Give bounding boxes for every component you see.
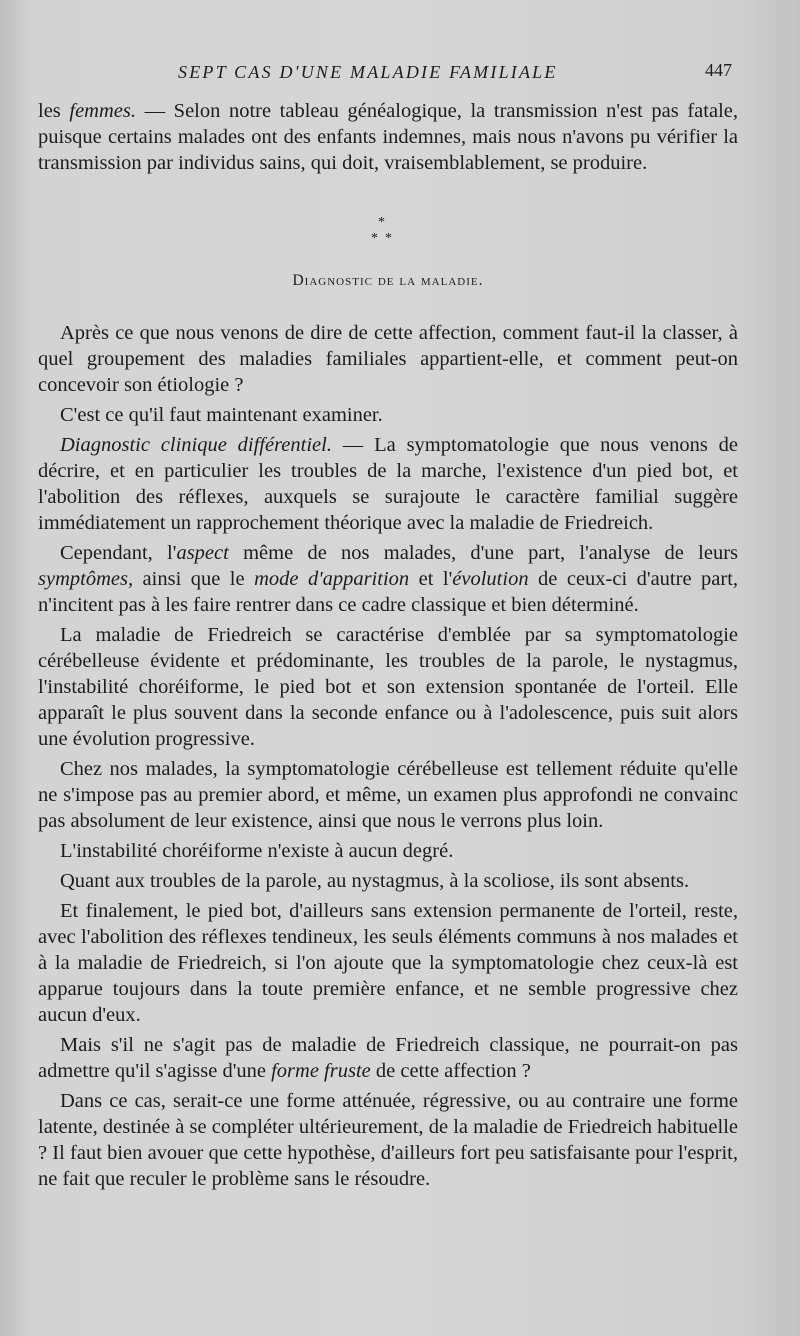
paragraph-1 — [38, 98, 738, 176]
paragraph-8 — [38, 838, 738, 864]
page-header — [0, 60, 800, 88]
segment: et l' — [409, 568, 453, 590]
asterism-star: * — [385, 231, 392, 246]
segment: — La symptomatologie que nous venons de décrire, et en particulier les troubles de la marche, l'existence d'un pied bot, et l'abolition des réflexes, auxquels se surajoute le caractère familial suggère immédiatement un rapprochement théorique avec la maladie de Friedreich. — [38, 434, 738, 534]
paragraph-2 — [38, 320, 738, 398]
paragraph-6 — [38, 622, 738, 752]
paragraph-10 — [38, 898, 738, 1028]
segment: Quant aux troubles de la parole, au nystagmus, à la scoliose, ils sont absents. — [60, 870, 690, 892]
segment-italic: Diagnostic clinique différentiel. — [60, 434, 332, 456]
paragraph-9 — [38, 868, 738, 894]
segment-italic: femmes. — [69, 100, 136, 122]
asterism-star: * — [371, 231, 378, 246]
segment-italic: symptômes, — [38, 568, 134, 590]
segment: Cependant, l' — [60, 542, 177, 564]
segment: de ceux-ci d'autre part, n'incitent pas à les faire rentrer dans ce cadre classique et bien déterminé. — [38, 568, 739, 616]
segment: La maladie de Friedreich se caractérise d'emblée par sa symptomatologie cérébelleuse évidente et prédominante, les troubles de la parole, le nystagmus, l'instabilité choréiforme, le pied bot et son extension spontanée de l'orteil. Elle apparaît le plus souvent dans la seconde enfance ou à l'adolescence, puis suit alors une évolution progressive. — [38, 624, 738, 750]
paragraph-12 — [38, 1088, 738, 1192]
segment: Dans ce cas, serait-ce une forme atténuée, régressive, ou au contraire une forme latente, destinée à se compléter ultérieurement, de la maladie de Friedreich habituelle ? Il faut bien avouer que cette hypothèse, d'ailleurs fort peu satisfaisante pour l'esprit, ne fait que reculer le problème sans le résoudre. — [38, 1090, 738, 1190]
segment: Et finalement, le pied bot, d'ailleurs sans extension permanente de l'orteil, reste, avec l'abolition des réflexes tendineux, les seuls éléments communs à nos malades et à la maladie de Friedreich, si l'on ajoute que la symptomatologie chez ceux-là est apparue toujours dans la toute première enfance, et ne semble progressive chez aucun d'eux. — [38, 900, 738, 1026]
segment: ainsi que le — [133, 568, 255, 590]
segment: Chez nos malades, la symptomatologie cérébelleuse est tellement réduite qu'elle ne s'impose pas au premier abord, et même, un examen plus approfondi ne convainc pas absolument de leur existence, ainsi que nous le verrons plus loin. — [38, 758, 738, 832]
segment-italic: mode d'apparition — [254, 568, 410, 590]
segment: — Selon notre tableau généalogique, la transmission n'est pas fatale, puisque certains malades ont des enfants indemnes, mais nous n'avons pu vérifier la transmission par individus sains, qui doit, vraisemblablement, se produire. — [38, 100, 738, 174]
asterism-ornament — [38, 186, 738, 266]
segment: C'est ce qu'il faut maintenant examiner. — [60, 404, 383, 426]
segment-italic: évolution — [452, 568, 529, 590]
segment: Mais s'il ne s'agit pas de maladie de Friedreich classique, ne pourrait-on pas admettre qu'il s'agisse d'une — [38, 1034, 738, 1082]
segment: Après ce que nous venons de dire de cette affection, comment faut-il la classer, à quel groupement des maladies familiales appartient-elle, et comment peut-on concevoir son étiologie ? — [38, 322, 738, 396]
page-body — [38, 98, 738, 1192]
segment: de cette affection ? — [370, 1060, 531, 1082]
page-number: 447 — [705, 60, 732, 80]
segment-italic: aspect — [176, 542, 229, 564]
running-title: SEPT CAS D'UNE MALADIE FAMILIALE — [178, 62, 558, 82]
segment: même de nos malades, d'une part, l'analyse de leurs — [228, 542, 738, 564]
section-heading: Diagnostic de la maladie. — [292, 272, 484, 289]
segment: L'instabilité choréiforme n'existe à aucun degré. — [60, 840, 454, 862]
paragraph-5 — [38, 540, 738, 618]
paragraph-7 — [38, 756, 738, 834]
asterism-star: * — [378, 215, 385, 230]
segment-italic: forme fruste — [271, 1060, 371, 1082]
paragraph-11 — [38, 1032, 738, 1084]
paragraph-4 — [38, 432, 738, 536]
paragraph-3 — [38, 402, 738, 428]
segment: les — [38, 100, 70, 122]
